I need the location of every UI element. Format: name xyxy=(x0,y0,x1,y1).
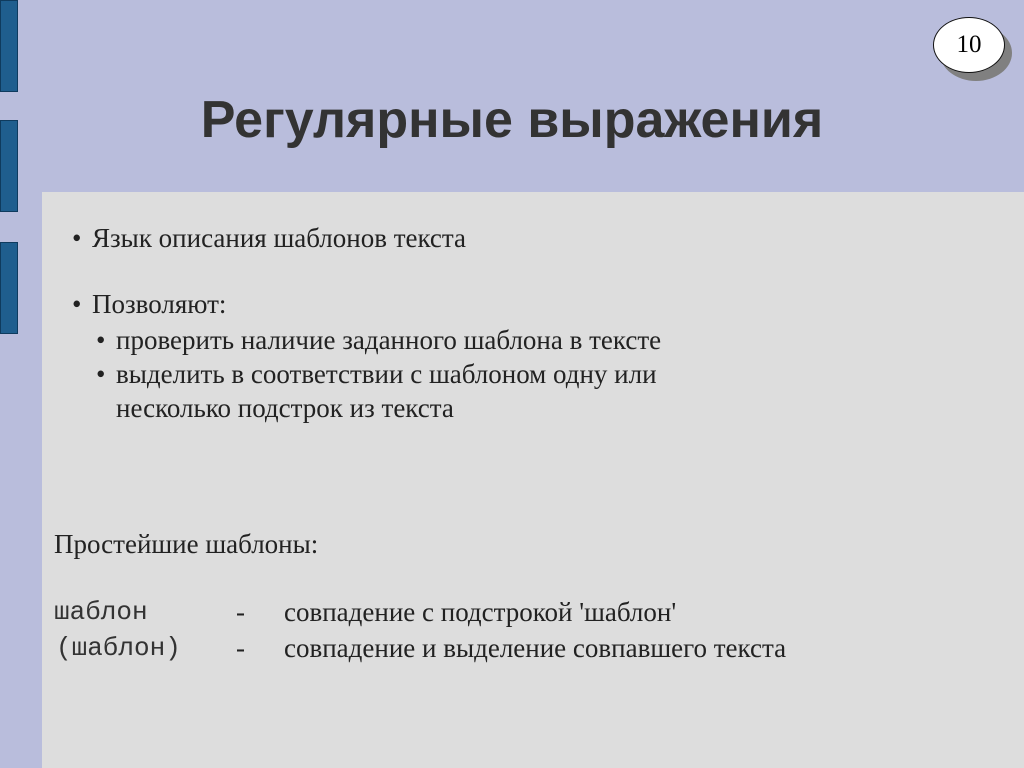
sub-bullet-text-line2: несколько подстрок из текста xyxy=(116,393,454,423)
page-number-badge: 10 xyxy=(933,17,1005,73)
pattern-dash-2: - xyxy=(236,633,245,663)
side-decoration-bar-1 xyxy=(0,0,18,92)
pattern-code-2: (шаблон) xyxy=(56,633,181,663)
bullet-item-1 xyxy=(72,222,466,254)
slide-content xyxy=(42,192,1024,768)
bullet-dot-icon: • xyxy=(72,223,82,253)
slide-title: Регулярные выражения xyxy=(200,91,824,149)
sub-bullet-item-2-continued xyxy=(116,392,454,424)
pattern-dash-1: - xyxy=(236,597,245,627)
bullet-dot-icon: • xyxy=(72,289,82,319)
bullet-dot-icon: • xyxy=(96,359,106,389)
bullet-dot-icon: • xyxy=(96,325,106,355)
sub-bullet-item-1 xyxy=(96,324,661,356)
bullet-text: Язык описания шаблонов текста xyxy=(92,223,467,253)
bullet-text: Позволяют: xyxy=(92,289,227,319)
side-decoration-bar-3 xyxy=(0,242,18,334)
simple-patterns-heading: Простейшие шаблоны: xyxy=(54,529,319,559)
sub-bullet-text: проверить наличие заданного шаблона в тексте xyxy=(116,325,662,355)
bullet-item-2 xyxy=(72,288,226,320)
sub-bullet-text-line1: выделить в соответствии с шаблоном одну или xyxy=(116,359,657,389)
pattern-description-1: совпадение с подстрокой 'шаблон' xyxy=(284,597,677,627)
sub-bullet-item-2 xyxy=(96,358,657,390)
pattern-code-1: шаблон xyxy=(54,597,148,627)
pattern-description-2: совпадение и выделение совпавшего текста xyxy=(284,633,787,663)
